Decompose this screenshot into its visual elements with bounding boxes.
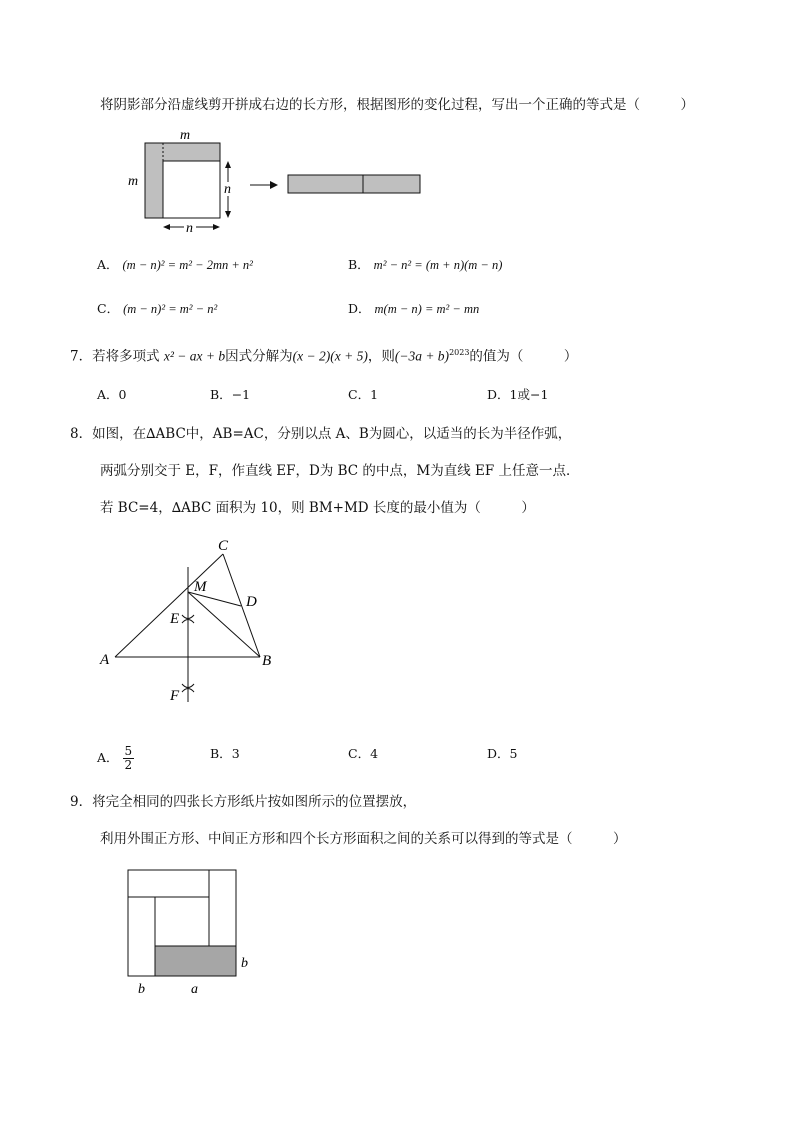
q6-stem: 将阴影部分沿虚线剪开拼成右边的长方形，根据图形的变化过程，写出一个正确的等式是（ ） xyxy=(100,97,694,113)
q8-option-d: D．5 xyxy=(487,746,518,761)
q7-option-b: B．−1 xyxy=(210,387,251,402)
q9-label-a-bottom: a xyxy=(191,982,198,997)
q8-side-ac xyxy=(115,554,223,657)
q7-option-d: D．1或−1 xyxy=(487,387,549,402)
q6-arrowhead-down xyxy=(225,211,231,218)
q6-option-c: C． (m − n)² = m² − n² xyxy=(97,301,218,316)
q8-label-f: F xyxy=(170,688,180,704)
q8-option-a-fraction: $\frac{5}{2}$ xyxy=(124,744,133,772)
q6-figure xyxy=(120,125,430,240)
q8-option-c: C．4 xyxy=(348,746,379,761)
q7-option-c: C．1 xyxy=(348,387,379,402)
q7-option-a: A．0 xyxy=(97,387,127,402)
q6-arrowhead-up xyxy=(225,161,231,168)
q6-shaded-top xyxy=(163,143,220,161)
q6-option-d: D． m(m − n) = m² − mn xyxy=(348,301,480,316)
q9-line1: 9．将完全相同的四张长方形纸片按如图所示的位置摆放， xyxy=(70,794,417,810)
q6-option-a: A． (m − n)² = m² − 2mn + n² xyxy=(97,257,253,272)
q8-line3: 若 BC=4，∆ABC 面积为 10，则 BM+MD 长度的最小值为（ ） xyxy=(100,500,535,516)
q6-transform-arrowhead xyxy=(270,181,278,189)
q8-line2: 两弧分别交于 E，F，作直线 EF，D为 BC 的中点，M为直线 EF 上任意一点． xyxy=(100,463,580,479)
q6-shaded-left xyxy=(145,143,163,218)
q6-inner-square xyxy=(163,161,220,218)
q9-line2: 利用外围正方形、中间正方形和四个长方形面积之间的关系可以得到的等式是（ ） xyxy=(100,831,627,847)
q6-result-rect-right xyxy=(363,175,420,193)
q8-label-e: E xyxy=(170,611,180,627)
q6-label-m-left: m xyxy=(128,174,139,189)
q8-label-c: C xyxy=(218,538,229,554)
q7-stem: 7．若将多项式 x² − ax + b因式分解为(x − 2)(x + 5)，则$(-3a + b)^{2023}$的值为（ ） xyxy=(70,348,578,365)
q9-square-figure xyxy=(120,862,260,1002)
q9-label-b-bottom: b xyxy=(138,982,145,997)
q6-label-n-right: n xyxy=(224,182,231,197)
q8-label-d: D xyxy=(246,594,257,610)
q6-arrowhead-left xyxy=(163,224,170,230)
q8-line1: 8．如图，在∆ABC中，AB=AC，分别以点 A、B为圆心，以适当的长为半径作弧， xyxy=(70,426,572,442)
q9-label-b-right: b xyxy=(241,956,248,971)
q6-label-n-bottom: n xyxy=(186,221,193,236)
q8-option-a: A． $\frac{5}{2}$ xyxy=(97,744,133,772)
q8-label-b: B xyxy=(262,653,272,669)
q8-triangle-figure xyxy=(90,530,290,710)
q8-option-b: B．3 xyxy=(210,746,240,761)
q9-shaded-rect xyxy=(155,946,236,976)
q6-result-rect-left xyxy=(288,175,363,193)
q6-option-b: B． m² − n² = (m + n)(m − n) xyxy=(348,257,503,272)
q6-arrowhead-right xyxy=(213,224,220,230)
q8-label-a: A xyxy=(100,652,110,668)
q8-label-m: M xyxy=(194,579,207,595)
q6-label-m-top: m xyxy=(180,128,191,143)
